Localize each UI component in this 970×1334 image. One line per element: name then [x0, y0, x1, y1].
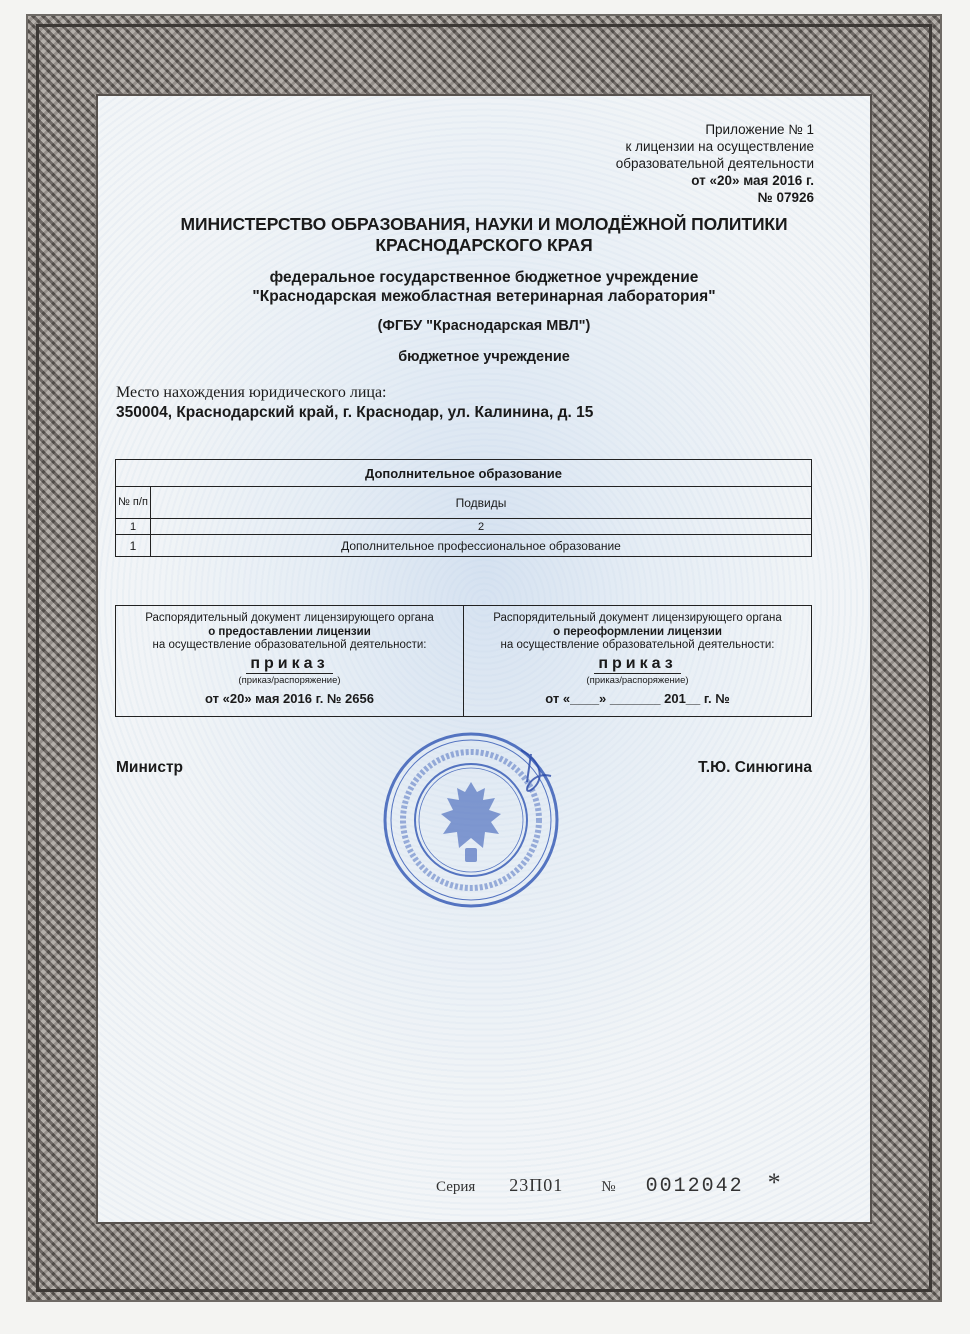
orders-block	[115, 605, 812, 717]
institution-name	[96, 268, 872, 306]
order-date: от «20» мая 2016 г. № 2656	[205, 690, 374, 706]
order-line: о предоставлении лицензии	[208, 625, 371, 638]
appendix-header	[616, 121, 814, 206]
program-table	[115, 459, 812, 557]
ministry-heading	[96, 214, 872, 256]
appendix-date: от «20» мая 2016 г.	[691, 173, 814, 188]
order-doc-type: приказ	[594, 655, 680, 674]
institution-kind: бюджетное учреждение	[398, 349, 570, 365]
state-seal-icon	[381, 730, 561, 910]
series-label: Серия	[436, 1179, 476, 1195]
order-line: Распорядительный документ лицензирующего органа	[145, 612, 434, 624]
row-number: 1	[116, 535, 151, 557]
ministry-line: КРАСНОДАРСКОГО КРАЯ	[375, 235, 593, 255]
column-header-subtypes: Подвиды	[151, 487, 812, 519]
asterisk-mark: *	[767, 1168, 781, 1197]
order-doc-hint: (приказ/распоряжение)	[238, 674, 341, 686]
series-line	[436, 1168, 781, 1198]
program-table-title: Дополнительное образование	[116, 460, 812, 487]
series-number: 0012042	[645, 1175, 744, 1198]
row-subtype: Дополнительное профессиональное образование	[151, 535, 812, 557]
order-reissue	[463, 606, 811, 716]
order-line: Распорядительный документ лицензирующего органа	[493, 612, 782, 624]
table-row	[116, 535, 812, 557]
column-index: 2	[151, 519, 812, 535]
appendix-number: № 07926	[757, 190, 814, 205]
order-line: на осуществление образовательной деятельности:	[500, 639, 775, 651]
institution-short-name: (ФГБУ "Краснодарская МВЛ")	[377, 318, 591, 334]
order-issue	[116, 606, 463, 716]
institution-type: федеральное государственное бюджетное учреждение	[269, 269, 699, 286]
location-address: 350004, Краснодарский край, г. Краснодар, ул. Калинина, д. 15	[116, 404, 594, 421]
ministry-line: МИНИСТЕРСТВО ОБРАЗОВАНИЯ, НАУКИ И МОЛОДЁЖНОЙ ПОЛИТИКИ	[180, 214, 788, 234]
appendix-title: Приложение № 1	[705, 122, 814, 137]
appendix-line: образовательной деятельности	[615, 156, 814, 171]
order-line: на осуществление образовательной деятельности:	[152, 639, 427, 651]
series-number-label: №	[601, 1179, 616, 1195]
location-label: Место нахождения юридического лица:	[116, 384, 387, 401]
signer-position: Министр	[116, 759, 184, 776]
order-date: от «____» _______ 201__ г. №	[545, 690, 730, 706]
order-doc-hint: (приказ/распоряжение)	[586, 674, 689, 686]
appendix-line: к лицензии на осуществление	[625, 139, 814, 154]
order-line: о переоформлении лицензии	[553, 625, 722, 638]
institution-full-name: "Краснодарская межобластная ветеринарная лаборатория"	[252, 288, 716, 305]
order-doc-type: приказ	[246, 655, 332, 674]
signer-name: Т.Ю. Синюгина	[698, 759, 812, 776]
column-header-number: № п/п	[116, 487, 151, 519]
series-code: 23П01	[509, 1175, 564, 1195]
column-index: 1	[116, 519, 151, 535]
